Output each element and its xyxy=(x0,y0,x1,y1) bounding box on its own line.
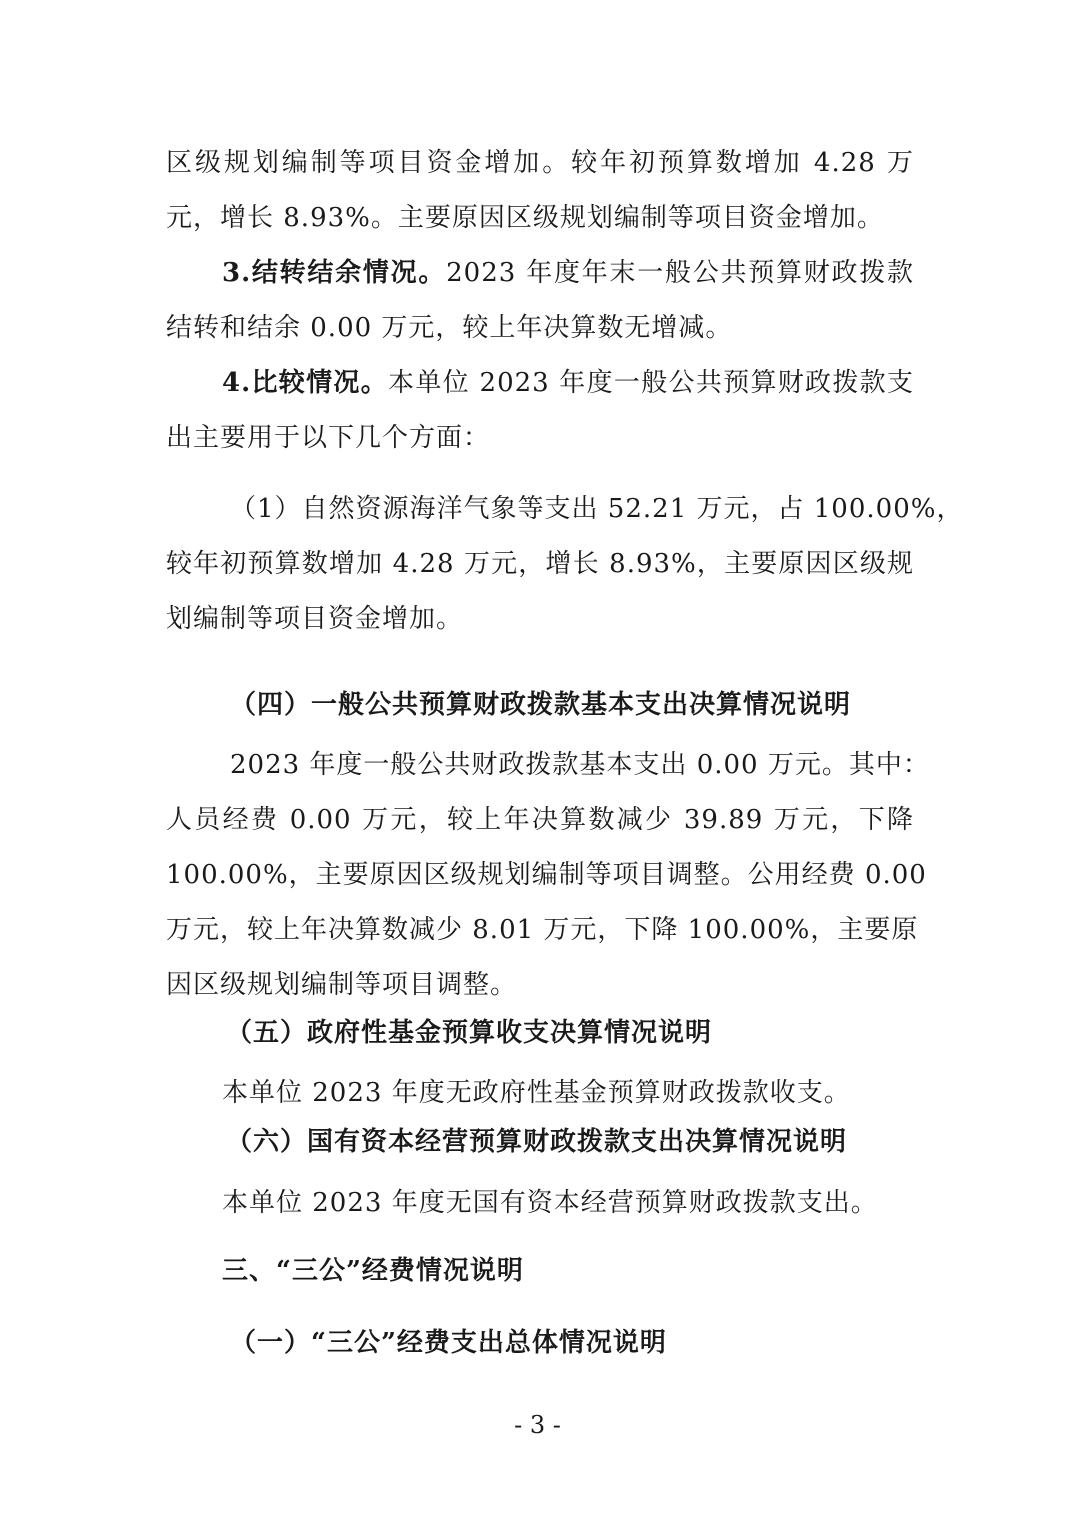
paragraph-line: 100.00%，主要原因区级规划编制等项目调整。公用经费 0.00 xyxy=(166,860,927,890)
section-heading-5: （五）政府性基金预算收支决算情况说明 xyxy=(226,1018,713,1048)
paragraph-line: 本单位 2023 年度无政府性基金预算财政拨款收支。 xyxy=(222,1078,851,1108)
comparison-text: 本单位 2023 年度一般公共预算财政拨款支 xyxy=(388,368,914,398)
paragraph-line: （1）自然资源海洋气象等支出 52.21 万元，占 100.00%， xyxy=(230,494,964,524)
paragraph-line: 元，增长 8.93%。主要原因区级规划编制等项目资金增加。 xyxy=(166,203,884,233)
paragraph-line: 2023 年度一般公共财政拨款基本支出 0.00 万元。其中： xyxy=(230,750,930,780)
section-heading-4: （四）一般公共预算财政拨款基本支出决算情况说明 xyxy=(230,690,852,720)
paragraph-line: 本单位 2023 年度无国有资本经营预算财政拨款支出。 xyxy=(222,1188,878,1218)
section-heading-6: （六）国有资本经营预算财政拨款支出决算情况说明 xyxy=(226,1127,848,1157)
paragraph-line: 较年初预算数增加 4.28 万元，增长 8.93%，主要原因区级规 xyxy=(166,549,914,579)
carryover-text: 2023 年度年末一般公共预算财政拨款 xyxy=(446,258,914,288)
subsection-heading-3-1: （一）“三公”经费支出总体情况说明 xyxy=(230,1328,667,1358)
comparison-lead: 4.比较情况。 xyxy=(222,368,389,398)
paragraph-line: 区级规划编制等项目资金增加。较年初预算数增加 4.28 万 xyxy=(166,148,914,178)
paragraph-line: 出主要用于以下几个方面： xyxy=(166,423,491,453)
section-heading-3: 三、“三公”经费情况说明 xyxy=(222,1256,524,1286)
paragraph-line: 万元，较上年决算数减少 8.01 万元，下降 100.00%，主要原 xyxy=(166,915,919,945)
page-number: - 3 - xyxy=(514,1411,561,1439)
carryover-lead: 3.结转结余情况。 xyxy=(222,258,447,288)
paragraph-carryover xyxy=(222,256,914,290)
paragraph-line: 因区级规划编制等项目调整。 xyxy=(166,970,518,1000)
paragraph-line: 划编制等项目资金增加。 xyxy=(166,604,464,634)
paragraph-line: 结转和结余 0.00 万元，较上年决算数无增减。 xyxy=(166,313,733,343)
paragraph-comparison xyxy=(222,366,914,400)
paragraph-line: 人员经费 0.00 万元，较上年决算数减少 39.89 万元，下降 xyxy=(166,805,914,835)
